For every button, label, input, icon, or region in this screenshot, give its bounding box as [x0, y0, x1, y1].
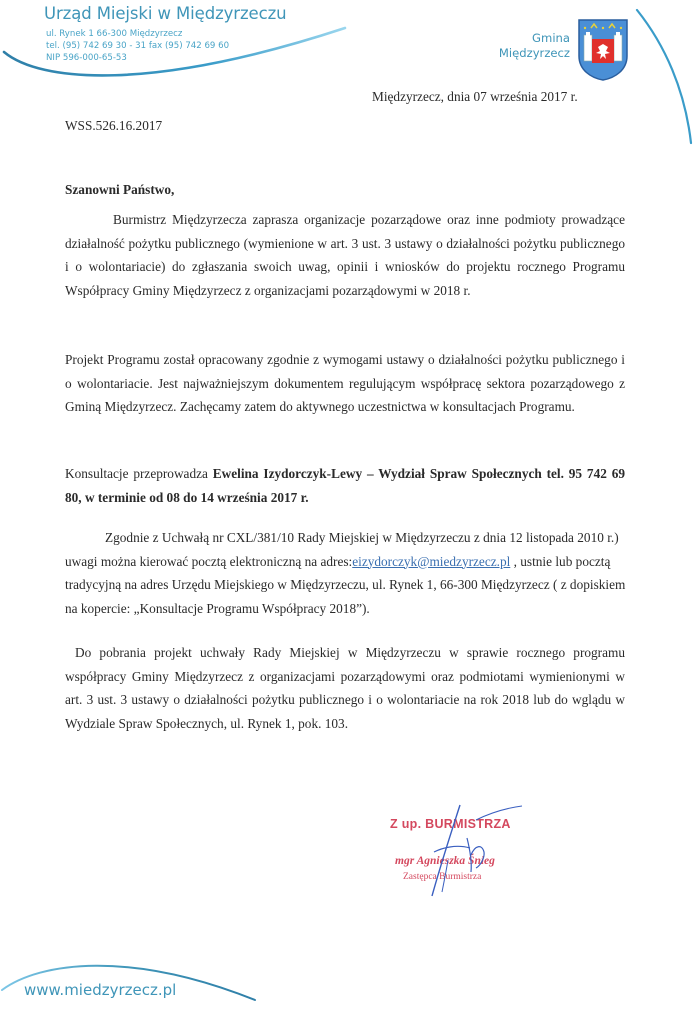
consultation-prefix: Konsultacje przeprowadza	[65, 466, 213, 481]
paragraph-invitation: Burmistrz Międzyrzecza zaprasza organizacje pozarządowe oraz inne podmioty prowadzące działalność pożytku publicznego (wymienione w art. 3 ust. 3 ustawy o działalności pożytku publicznego i o wolontariacie) do zgłaszania swoich uwag, opinii i wniosków do projektu rocznego Programu Współpracy Gminy Międzyrzecz z organizacjami pozarządowymi w 2018 r.	[65, 212, 625, 298]
paragraph-submission-info	[65, 526, 635, 620]
office-phone: tel. (95) 742 69 30 - 31 fax (95) 742 69 60	[46, 41, 230, 51]
contact-email-link[interactable]: eizydorczyk@miedzyrzecz.pl	[352, 553, 511, 569]
paragraph-download-info: Do pobrania projekt uchwały Rady Miejskiej w Międzyrzeczu w sprawie rocznego programu współpracy Gminy Międzyrzecz z organizacjami pozarządowymi oraz podmiotami wymienionymi w art. 3 ust. 3 ustawy o działalności pożytku publicznego i o wolontariacie na rok 2018 lub do wglądu w Wydziale Spraw Społecznych, ul. Rynek 1, pok. 103.	[65, 645, 625, 731]
stamp-signatory-name: mgr Agnieszka Śnieg	[395, 855, 495, 867]
office-address: ul. Rynek 1 66-300 Międzyrzecz	[46, 29, 183, 39]
place-and-date: Międzyrzecz, dnia 07 września 2017 r.	[372, 89, 578, 104]
gmina-line2: Międzyrzecz	[498, 46, 570, 60]
gmina-label	[499, 31, 570, 61]
stamp-authority: Z up. BURMISTRZA	[390, 817, 511, 831]
handwritten-signature-icon	[372, 800, 552, 900]
top-right-swoosh	[637, 10, 691, 143]
submission-prefix: Zgodnie z Uchwałą nr CXL/381/10 Rady Miejskiej w Międzyrzeczu z dnia 12 listopada 2010 r.) uwagi można kierować pocztą elektroniczną na adres:	[65, 530, 619, 569]
consultation-details: Ewelina Izydorczyk-Lewy – Wydział Spraw Społecznych tel. 95 742 69 80, w terminie od 08 do 14 września 2017 r.	[65, 466, 625, 505]
submission-suffix: , ustnie lub pocztą tradycyjną na adres Urzędu Miejskiego w Międzyrzeczu, ul. Rynek 1, 66-300 Międzyrzecz ( z dopiskiem na kopercie: „Konsultacje Programu Współpracy 2018”).	[65, 553, 626, 616]
paragraph-project-description: Projekt Programu został opracowany zgodnie z wymogami ustawy o działalności pożytku publicznego i o wolontariacie. Jest najważniejszym dokumentem regulującym współpracę sektora pozarządowego z Gminą Międzyrzecz. Zachęcamy zatem do aktywnego uczestnictwa w konsultacjach Programu.	[65, 352, 625, 415]
coat-of-arms-icon	[577, 18, 629, 82]
stamp-signatory-title: Zastępca Burmistrza	[403, 872, 482, 882]
paragraph-consultation-contact	[65, 462, 625, 509]
gmina-line1: Gmina	[532, 31, 570, 45]
reference-number: WSS.526.16.2017	[65, 118, 163, 133]
office-name: Urząd Miejski w Międzyrzeczu	[44, 4, 287, 23]
salutation: Szanowni Państwo,	[65, 182, 175, 197]
signature-stamp	[372, 800, 552, 900]
office-nip: NIP 596-000-65-53	[46, 53, 127, 63]
footer-website-link[interactable]: www.miedzyrzecz.pl	[24, 981, 177, 999]
